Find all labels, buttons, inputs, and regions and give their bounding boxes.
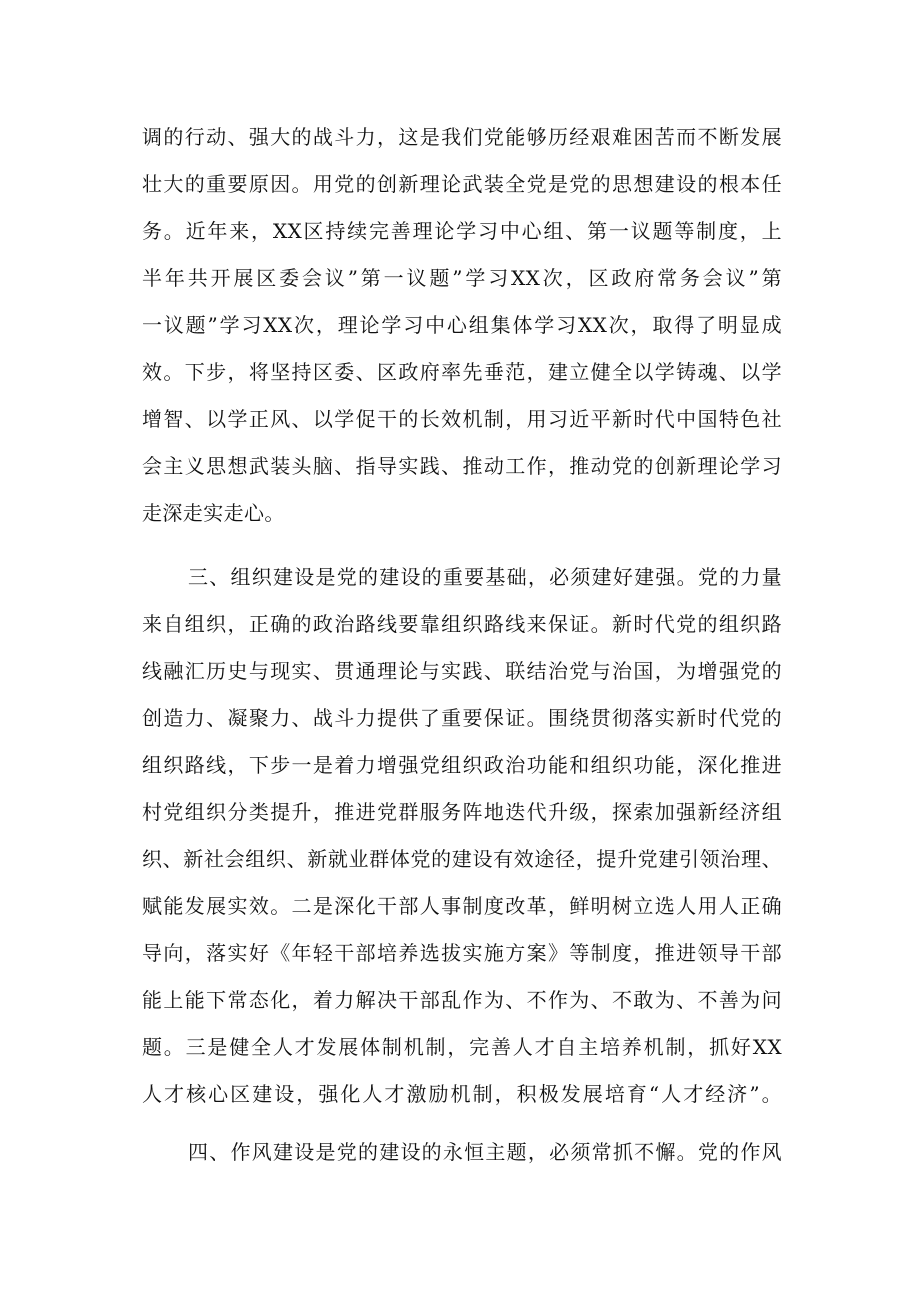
- paragraph-line-20: 题。三是健全人才发展体制机制，完善人才自主培养机制，抓好XX: [142, 1035, 782, 1059]
- paragraph-line-8: 会主义思想武装头脑、指导实践、推动工作，推动党的创新理论学习: [142, 454, 782, 478]
- paragraph-line-4: 半年共开展区委会议”第一议题”学习XX次，区政府常务会议”第: [142, 266, 782, 290]
- paragraph-line-15: 村党组织分类提升，推进党群服务阵地迭代升级，探索加强新经济组: [142, 800, 782, 824]
- paragraph-line-17: 赋能发展实效。二是深化干部人事制度改革，鲜明树立选人用人正确: [142, 894, 782, 918]
- paragraph-line-13: 创造力、凝聚力、战斗力提供了重要保证。围绕贯彻落实新时代党的: [142, 706, 782, 730]
- paragraph-line-1: 调的行动、强大的战斗力，这是我们党能够历经艰难困苦而不断发展: [142, 125, 782, 149]
- paragraph-line-16: 织、新社会组织、新就业群体党的建设有效途径，提升党建引领治理、: [142, 847, 782, 871]
- paragraph-line-6: 效。下步，将坚持区委、区政府率先垂范，建立健全以学铸魂、以学: [142, 360, 782, 384]
- paragraph-line-19: 能上能下常态化，着力解决干部乱作为、不作为、不敢为、不善为问: [142, 988, 782, 1012]
- paragraph-line-21: 人才核心区建设，强化人才激励机制，积极发展培育“人才经济”。: [142, 1082, 782, 1106]
- paragraph-line-12: 线融汇历史与现实、贯通理论与实践、联结治党与治国，为增强党的: [142, 659, 782, 683]
- paragraph-line-2: 壮大的重要原因。用党的创新理论武装全党是党的思想建设的根本任: [142, 172, 782, 196]
- section-four-heading-line: 四、作风建设是党的建设的永恒主题，必须常抓不懈。党的作风: [188, 1140, 782, 1164]
- paragraph-line-18: 导向，落实好《年轻干部培养选拔实施方案》等制度，推进领导干部: [142, 941, 782, 965]
- paragraph-line-7: 增智、以学正风、以学促干的长效机制，用习近平新时代中国特色社: [142, 407, 782, 431]
- section-three-heading-line: 三、组织建设是党的建设的重要基础，必须建好建强。党的力量: [188, 565, 782, 589]
- paragraph-line-3: 务。近年来，XX区持续完善理论学习中心组、第一议题等制度，上: [142, 219, 782, 243]
- paragraph-line-9: 走深走实走心。: [142, 501, 285, 525]
- paragraph-line-5: 一议题”学习XX次，理论学习中心组集体学习XX次，取得了明显成: [142, 313, 782, 337]
- paragraph-line-14: 组织路线，下步一是着力增强党组织政治功能和组织功能，深化推进: [142, 753, 782, 777]
- paragraph-line-11: 来自组织，正确的政治路线要靠组织路线来保证。新时代党的组织路: [142, 612, 782, 636]
